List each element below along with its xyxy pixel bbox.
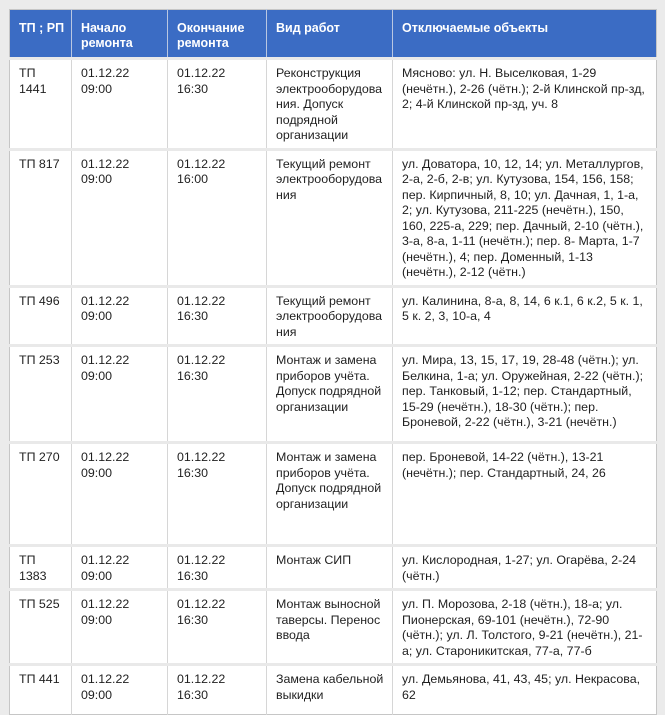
table-row	[10, 443, 657, 546]
cell-end: 01.12.22 16:00	[168, 149, 267, 286]
table-row	[10, 665, 657, 715]
table-row	[10, 286, 657, 346]
cell-tp: ТП 525	[10, 590, 72, 665]
table-row	[10, 546, 657, 590]
cell-work: Монтаж выносной таверсы. Перенос ввода	[267, 590, 393, 665]
table-row	[10, 59, 657, 150]
cell-tp: ТП 496	[10, 286, 72, 346]
cell-objects: ул. Кислородная, 1-27; ул. Огарёва, 2-24 (чётн.)	[402, 553, 636, 583]
cell-tp: ТП 441	[10, 665, 72, 715]
table-row	[10, 590, 657, 665]
table-row	[10, 149, 657, 286]
cell-end: 01.12.22 16:30	[168, 590, 267, 665]
cell-objects: ул. П. Морозова, 2-18 (чётн.), 18-а; ул. Пионерская, 69-101 (нечётн.), 72-90 (чётн.); ул. Л. Толстого, 9-21 (нечётн.), 21-а; ул. Староникитская, 77-а, 77-б	[402, 597, 643, 658]
cell-start: 01.12.22 09:00	[72, 546, 168, 590]
cell-tp: ТП 1383	[10, 546, 72, 590]
cell-start: 01.12.22 09:00	[72, 149, 168, 286]
column-header-tp: ТП ; РП	[10, 10, 72, 59]
column-header-objects: Отключаемые объекты	[393, 10, 657, 59]
cell-tp: ТП 1441	[10, 59, 72, 150]
table-row	[10, 346, 657, 443]
cell-tp: ТП 253	[10, 346, 72, 443]
cell-work: Монтаж СИП	[267, 546, 393, 590]
cell-objects: Мясново: ул. Н. Выселковая, 1-29 (нечётн.), 2-26 (чётн.); 2-й Клинской пр-зд, 2; 4-й Клинской пр-зд, уч. 8	[402, 66, 645, 111]
cell-end: 01.12.22 16:30	[168, 59, 267, 150]
cell-work: Монтаж и замена приборов учёта. Допуск подрядной организации	[267, 443, 393, 546]
cell-start: 01.12.22 09:00	[72, 665, 168, 715]
cell-start: 01.12.22 09:00	[72, 346, 168, 443]
cell-objects: ул. Калинина, 8-а, 8, 14, 6 к.1, 6 к.2, 5 к. 1, 5 к. 2, 3, 10-а, 4	[402, 293, 643, 323]
cell-end: 01.12.22 16:30	[168, 665, 267, 715]
cell-start: 01.12.22 09:00	[72, 590, 168, 665]
cell-end: 01.12.22 16:30	[168, 286, 267, 346]
cell-start: 01.12.22 09:00	[72, 443, 168, 546]
cell-objects: ул. Демьянова, 41, 43, 45; ул. Некрасова, 62	[402, 672, 641, 702]
cell-work: Монтаж и замена приборов учёта. Допуск подрядной организации	[267, 346, 393, 443]
column-header-end: Окончание ремонта	[168, 10, 267, 59]
cell-objects: пер. Броневой, 14-22 (чётн.), 13-21 (нечётн.); пер. Стандартный, 24, 26	[402, 450, 606, 480]
cell-objects: ул. Мира, 13, 15, 17, 19, 28-48 (чётн.); ул. Белкина, 1-а; ул. Оружейная, 2-22 (чётн.); пер. Танковый, 1-12; пер. Стандартный, 15-29 (нечётн.), 18-30 (чётн.); пер. Броневой, 2-22 (чётн.), 3-21 (нечётн.)	[402, 353, 644, 429]
cell-end: 01.12.22 16:30	[168, 546, 267, 590]
cell-tp: ТП 270	[10, 443, 72, 546]
cell-end: 01.12.22 16:30	[168, 443, 267, 546]
table-header-row	[10, 10, 657, 59]
cell-work: Текущий ремонт электрооборудования	[267, 149, 393, 286]
column-header-work: Вид работ	[267, 10, 393, 59]
cell-tp: ТП 817	[10, 149, 72, 286]
cell-start: 01.12.22 09:00	[72, 59, 168, 150]
column-header-start: Начало ремонта	[72, 10, 168, 59]
cell-work: Замена кабельной выкидки	[267, 665, 393, 715]
cell-end: 01.12.22 16:30	[168, 346, 267, 443]
cell-start: 01.12.22 09:00	[72, 286, 168, 346]
cell-work: Текущий ремонт электрооборудования	[267, 286, 393, 346]
cell-work: Реконструкция электрооборудования. Допуск подрядной организации	[267, 59, 393, 150]
outage-schedule-table	[9, 9, 657, 715]
cell-objects: ул. Доватора, 10, 12, 14; ул. Металлургов, 2-а, 2-б, 2-в; ул. Кутузова, 154, 156, 158; пер. Кирпичный, 8, 10; ул. Дачная, 1, 1-а, 2; ул. Кутузова, 211-225 (нечётн.), 150, 160, 225-а, 229; пер. Дачный, 2-10 (чётн.), 3-а, 8-а, 1-11 (нечётн.); пер. 8- Марта, 1-7 (нечётн.), 4; пер. Доменный, 1-13 (нечётн.), 2-12 (чётн.)	[402, 156, 644, 279]
